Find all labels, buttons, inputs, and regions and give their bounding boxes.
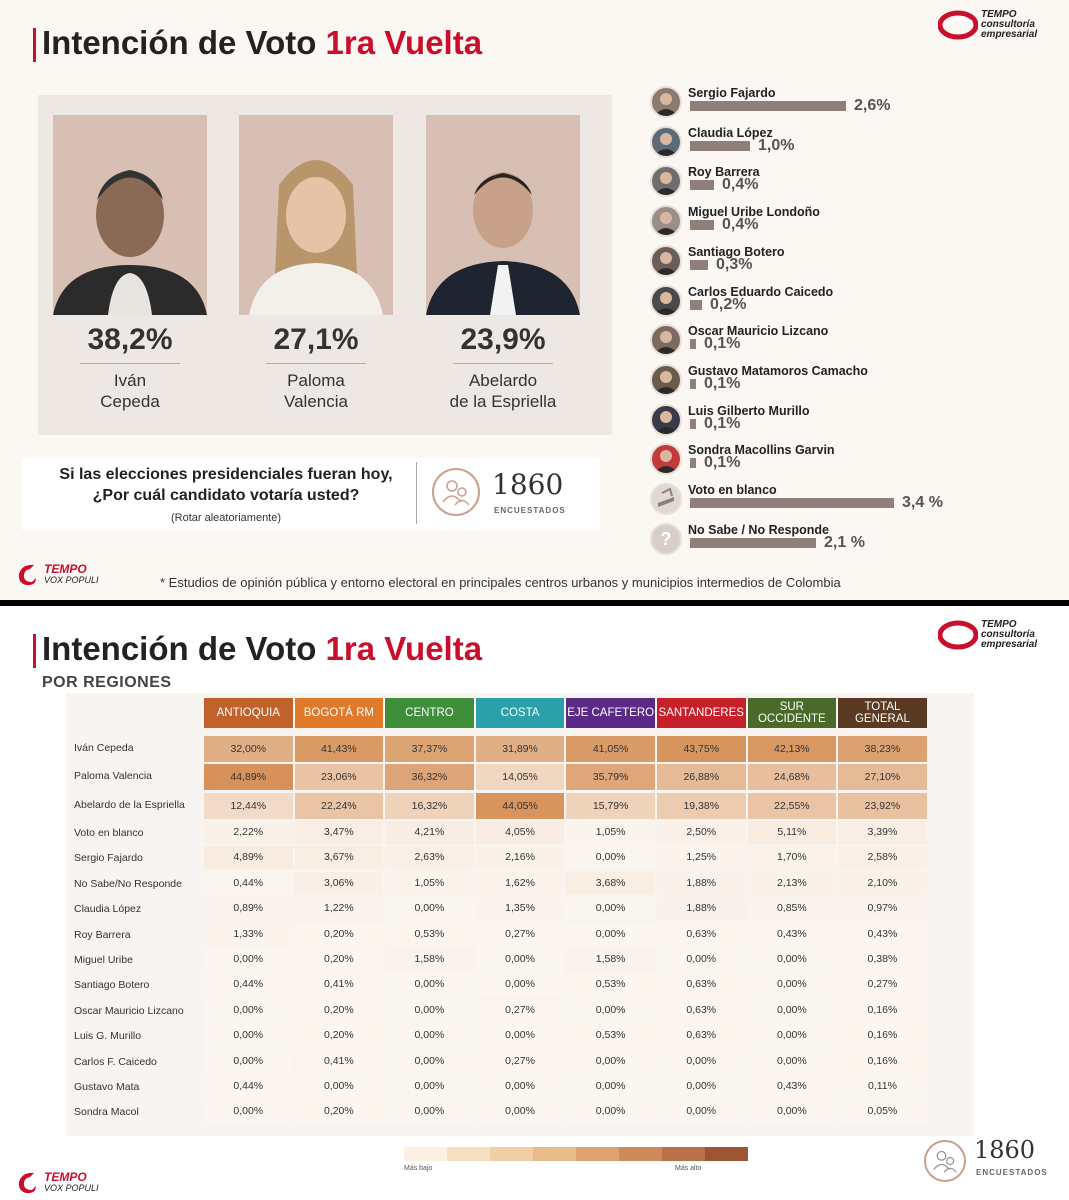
heatmap-cell: 0,63% <box>657 1024 746 1047</box>
heatmap-cell: 0,00% <box>385 1100 474 1123</box>
heatmap-cell: 1,58% <box>566 948 655 971</box>
minor-candidate-bar <box>690 260 708 270</box>
title-main: Intención de Voto <box>42 630 326 667</box>
minor-candidate-name: Claudia López <box>688 125 773 140</box>
heatmap-cell: 0,38% <box>838 948 927 971</box>
question-line2: ¿Por cuál candidato votaría usted? <box>92 487 360 504</box>
heatmap-cell: 5,11% <box>748 821 837 844</box>
heatmap-cell: 24,68% <box>748 764 837 790</box>
ballot-icon <box>650 483 682 515</box>
heatmap-cell: 0,53% <box>566 1024 655 1047</box>
candidate-avatar <box>650 86 682 118</box>
minor-candidate-value: 0,4% <box>722 216 759 234</box>
candidate-name-line2: de la Espriella <box>449 392 557 411</box>
heatmap-cell: 43,75% <box>657 736 746 762</box>
heatmap-cell: 2,58% <box>838 846 927 869</box>
row-label: Luis G. Murillo <box>74 1030 142 1043</box>
heatmap-cell: 31,89% <box>476 736 565 762</box>
row-label: Sergio Fajardo <box>74 852 143 865</box>
heatmap-cell: 14,05% <box>476 764 565 790</box>
minor-candidate-name: Voto en blanco <box>688 483 777 497</box>
minor-candidate-row <box>650 404 1050 442</box>
minor-candidate-value: 0,4% <box>722 176 759 194</box>
divider <box>266 363 366 364</box>
candidate-pct: 38,2% <box>87 323 173 356</box>
sample-number: 1860 <box>974 1136 1036 1164</box>
heatmap-cell: 0,20% <box>295 923 384 946</box>
candidate-avatar <box>650 443 682 475</box>
heatmap-cell: 44,89% <box>204 764 293 790</box>
heatmap-cell: 1,05% <box>566 821 655 844</box>
minor-candidate-row <box>650 483 1050 521</box>
row-label: Paloma Valencia <box>74 770 153 783</box>
legend-swatch <box>705 1147 748 1161</box>
vox-populi-logo <box>16 560 116 588</box>
heatmap-cell: 2,22% <box>204 821 293 844</box>
heatmap-cell: 1,22% <box>295 897 384 920</box>
heatmap-cell: 35,79% <box>566 764 655 790</box>
row-label: Santiago Botero <box>74 979 150 992</box>
vox-logo-line2: VOX POPULI <box>44 1183 99 1193</box>
divider <box>453 363 553 364</box>
legend-swatch <box>619 1147 662 1161</box>
minor-candidate-bar <box>690 300 702 310</box>
heatmap-cell: 0,27% <box>476 999 565 1022</box>
minor-candidate-bar <box>690 180 714 190</box>
page-subtitle: POR REGIONES <box>42 674 172 691</box>
heatmap-cell: 19,38% <box>657 793 746 819</box>
heatmap-cell: 0,20% <box>295 948 384 971</box>
minor-candidate-bar <box>690 498 894 508</box>
heatmap-cell: 0,44% <box>204 872 293 895</box>
minor-candidate-name: Luis Gilberto Murillo <box>688 403 810 418</box>
heatmap-cell: 0,00% <box>204 948 293 971</box>
heatmap-cell: 0,00% <box>748 1024 837 1047</box>
heatmap-cell: 2,10% <box>838 872 927 895</box>
minor-candidate-value: 0,1% <box>704 414 741 432</box>
title-main: Intención de Voto <box>42 24 326 61</box>
minor-candidate-row <box>650 523 1050 561</box>
heatmap-cell: 1,33% <box>204 923 293 946</box>
heatmap-cell: 2,13% <box>748 872 837 895</box>
tempo-swirl-icon <box>938 620 978 650</box>
heatmap-cell: 0,00% <box>476 948 565 971</box>
vox-swirl-icon <box>16 1168 42 1194</box>
column-header: EJE CAFETERO <box>566 698 655 728</box>
minor-candidate-value: 0,1% <box>704 374 741 392</box>
heatmap-cell: 0,00% <box>566 999 655 1022</box>
heatmap-cell: 4,05% <box>476 821 565 844</box>
logo-line3: empresarial <box>981 639 1038 650</box>
vox-logo-line1: TEMPO <box>44 562 87 576</box>
row-label: Miguel Uribe <box>74 953 133 966</box>
minor-candidate-row <box>650 86 1050 124</box>
heatmap-cell: 0,53% <box>385 923 474 946</box>
minor-candidate-name: Sondra Macollins Garvin <box>688 443 835 458</box>
tempo-logo <box>938 8 1058 42</box>
legend-swatch <box>404 1147 447 1161</box>
heatmap-cell: 1,58% <box>385 948 474 971</box>
heatmap-cell: 0,00% <box>566 897 655 920</box>
heatmap-cell: 3,06% <box>295 872 384 895</box>
heatmap-cell: 0,05% <box>838 1100 927 1123</box>
sample-size <box>924 1136 1069 1196</box>
heatmap-cell: 2,16% <box>476 846 565 869</box>
heatmap-cell: 0,00% <box>476 1024 565 1047</box>
heatmap-cell: 3,47% <box>295 821 384 844</box>
heatmap-cell: 38,23% <box>838 736 927 762</box>
people-icon <box>432 468 480 516</box>
heatmap-cell: 0,00% <box>204 999 293 1022</box>
title-accent-bar <box>33 634 36 668</box>
heatmap-cell: 12,44% <box>204 793 293 819</box>
candidate-avatar <box>650 165 682 197</box>
candidate-pct: 27,1% <box>273 323 359 356</box>
heatmap-cell: 3,67% <box>295 846 384 869</box>
minor-candidate-bar <box>690 379 696 389</box>
minor-candidate-bar <box>690 419 696 429</box>
column-header: BOGOTÁ RM <box>295 698 384 728</box>
heatmap-cell: 0,16% <box>838 1050 927 1073</box>
heatmap-cell: 0,00% <box>385 973 474 996</box>
tempo-swirl-icon <box>938 10 978 40</box>
heatmap-cell: 1,35% <box>476 897 565 920</box>
column-header: CENTRO <box>385 698 474 728</box>
divider <box>416 462 417 524</box>
heatmap-cell: 23,92% <box>838 793 927 819</box>
minor-candidate-name: No Sabe / No Responde <box>688 522 829 537</box>
survey-question <box>34 464 418 506</box>
candidate-card-3 <box>426 115 580 412</box>
heatmap-cell: 1,05% <box>385 872 474 895</box>
minor-candidate-name: Sergio Fajardo <box>688 86 776 100</box>
minor-candidate-row <box>650 364 1050 402</box>
heatmap-cell: 1,62% <box>476 872 565 895</box>
footnote: * Estudios de opinión pública y entorno electoral en principales centros urbanos y municipios intermedios de Colombia <box>160 575 841 590</box>
logo-line2: consultoría <box>981 629 1035 640</box>
candidate-card-2 <box>239 115 393 412</box>
heatmap-cell: 0,00% <box>295 1075 384 1098</box>
candidate-pct: 23,9% <box>460 323 546 356</box>
heatmap-cell: 0,43% <box>748 1075 837 1098</box>
heatmap-cell: 0,89% <box>204 897 293 920</box>
candidate-avatar <box>650 205 682 237</box>
row-label: Abelardo de la Espriella <box>74 798 185 811</box>
candidate-name-line2: Cepeda <box>100 392 160 411</box>
legend-low-label: Más bajo <box>404 1165 433 1172</box>
heatmap-cell: 15,79% <box>566 793 655 819</box>
heatmap-cell: 0,00% <box>748 999 837 1022</box>
heatmap-cell: 2,50% <box>657 821 746 844</box>
row-label: Gustavo Mata <box>74 1080 140 1093</box>
minor-candidate-bar <box>690 141 750 151</box>
column-header: ANTIOQUIA <box>204 698 293 728</box>
column-header: COSTA <box>476 698 565 728</box>
heatmap-cell: 0,63% <box>657 973 746 996</box>
minor-candidate-name: Roy Barrera <box>688 165 760 180</box>
heatmap-cell: 1,25% <box>657 846 746 869</box>
heatmap-cell: 4,89% <box>204 846 293 869</box>
column-header: SANTANDERES <box>657 698 746 728</box>
candidate-avatar <box>650 404 682 436</box>
minor-candidate-value: 2,6% <box>854 97 891 114</box>
heatmap-cell: 0,63% <box>657 999 746 1022</box>
row-label: Voto en blanco <box>74 826 144 839</box>
heatmap-cell: 0,00% <box>204 1024 293 1047</box>
heatmap-cell: 0,00% <box>476 973 565 996</box>
sample-size <box>432 464 602 524</box>
heatmap-cell: 0,00% <box>748 973 837 996</box>
heatmap-cell: 0,00% <box>657 1100 746 1123</box>
people-icon <box>924 1140 966 1182</box>
heatmap-cell: 0,44% <box>204 973 293 996</box>
heatmap-cell: 0,43% <box>838 923 927 946</box>
heatmap-cell: 0,00% <box>566 1100 655 1123</box>
minor-candidate-bar <box>690 220 714 230</box>
heatmap-cell: 0,00% <box>385 897 474 920</box>
sample-number: 1860 <box>492 468 564 501</box>
candidate-photo-espriella <box>426 115 580 315</box>
minor-candidate-name: Carlos Eduardo Caicedo <box>688 284 834 299</box>
heatmap-cell: 3,68% <box>566 872 655 895</box>
column-header: SUR OCCIDENTE <box>748 698 837 728</box>
heatmap-cell: 0,41% <box>295 1050 384 1073</box>
row-label: Claudia López <box>74 903 142 916</box>
legend-swatch <box>662 1147 705 1161</box>
title-accent: 1ra Vuelta <box>325 630 483 667</box>
heatmap-cell: 36,32% <box>385 764 474 790</box>
heatmap-cell: 23,06% <box>295 764 384 790</box>
heatmap-cell: 0,00% <box>657 1050 746 1073</box>
heatmap-cell: 0,00% <box>385 1050 474 1073</box>
heatmap-cell: 41,43% <box>295 736 384 762</box>
heatmap-cell: 4,21% <box>385 821 474 844</box>
heatmap-cell: 0,20% <box>295 1024 384 1047</box>
minor-candidate-bar <box>690 538 816 548</box>
minor-candidate-bar <box>690 339 696 349</box>
candidate-name-line1: Iván <box>113 371 147 390</box>
question-icon <box>650 523 682 555</box>
heatmap-cell: 26,88% <box>657 764 746 790</box>
minor-candidate-row <box>650 324 1050 362</box>
minor-candidate-row <box>650 245 1050 283</box>
vox-logo-line2: VOX POPULI <box>44 575 99 585</box>
heatmap-cell: 0,20% <box>295 1100 384 1123</box>
legend-swatch <box>576 1147 619 1161</box>
minor-candidate-name: Gustavo Matamoros Camacho <box>688 363 868 378</box>
row-label: Roy Barrera <box>74 928 131 941</box>
heatmap-cell: 0,16% <box>838 999 927 1022</box>
heatmap-cell: 32,00% <box>204 736 293 762</box>
heatmap-cell: 0,53% <box>566 973 655 996</box>
top-candidates-panel <box>38 95 612 435</box>
heatmap-cell: 0,00% <box>657 948 746 971</box>
heatmap-cell: 0,97% <box>838 897 927 920</box>
heatmap-cell: 0,00% <box>385 1075 474 1098</box>
heatmap-cell: 0,27% <box>838 973 927 996</box>
candidate-name-line1: Paloma <box>287 371 345 390</box>
legend-swatch <box>447 1147 490 1161</box>
candidate-avatar <box>650 285 682 317</box>
logo-line1: TEMPO <box>981 619 1017 630</box>
row-label: Sondra Macol <box>74 1106 139 1119</box>
vox-logo-line1: TEMPO <box>44 1170 87 1184</box>
heatmap-cell: 0,20% <box>295 999 384 1022</box>
candidate-avatar <box>650 364 682 396</box>
minor-candidate-value: 1,0% <box>758 136 795 154</box>
candidate-avatar <box>650 245 682 277</box>
row-label: No Sabe/No Responde <box>74 877 182 890</box>
candidate-avatar <box>650 324 682 356</box>
heatmap-cell: 0,16% <box>838 1024 927 1047</box>
sample-label: ENCUESTADOS <box>976 1168 1048 1177</box>
heatmap-cell: 0,00% <box>566 1050 655 1073</box>
row-label: Oscar Mauricio Lizcano <box>74 1004 184 1017</box>
minor-candidate-value: 0,3% <box>716 255 753 273</box>
logo-line2: consultoría <box>981 19 1035 30</box>
candidate-card-1 <box>53 115 207 412</box>
candidate-photo-valencia <box>239 115 393 315</box>
heatmap-cell: 0,44% <box>204 1075 293 1098</box>
heatmap-cell: 44,05% <box>476 793 565 819</box>
candidate-name-line2: Valencia <box>284 392 348 411</box>
heatmap-cell: 0,00% <box>385 999 474 1022</box>
heatmap-cell: 0,43% <box>748 923 837 946</box>
heatmap-cell: 0,00% <box>476 1100 565 1123</box>
minor-candidate-name: Miguel Uribe Londoño <box>688 205 820 220</box>
heatmap-cell: 22,55% <box>748 793 837 819</box>
heatmap-cell: 1,70% <box>748 846 837 869</box>
sample-label: ENCUESTADOS <box>494 506 566 515</box>
minor-candidate-row <box>650 285 1050 323</box>
row-label: Iván Cepeda <box>74 742 134 754</box>
minor-candidate-row <box>650 165 1050 203</box>
candidate-photo-cepeda <box>53 115 207 315</box>
minor-candidate-row <box>650 126 1050 164</box>
page-title <box>42 630 482 668</box>
column-header: TOTAL GENERAL <box>838 698 927 728</box>
title-accent-bar <box>33 28 36 62</box>
heatmap-cell: 22,24% <box>295 793 384 819</box>
title-accent: 1ra Vuelta <box>325 24 483 61</box>
heatmap-cell: 0,27% <box>476 1050 565 1073</box>
minor-candidate-name: Oscar Mauricio Lizcano <box>688 324 829 339</box>
heatmap-cell: 0,00% <box>566 846 655 869</box>
legend-swatch <box>490 1147 533 1161</box>
logo-line1: TEMPO <box>981 9 1017 20</box>
candidate-name-line1: Abelardo <box>468 371 538 390</box>
heatmap-cell: 41,05% <box>566 736 655 762</box>
heatmap-cell: 0,11% <box>838 1075 927 1098</box>
minor-candidate-value: 2,1 % <box>824 533 865 551</box>
vox-populi-logo <box>16 1168 116 1196</box>
heatmap-cell: 27,10% <box>838 764 927 790</box>
legend-high-label: Más alto <box>675 1165 702 1172</box>
heatmap-cell: 0,00% <box>748 948 837 971</box>
minor-candidate-value: 0,2% <box>710 295 747 313</box>
minor-candidate-value: 3,4 % <box>902 494 943 511</box>
question-line1: Si las elecciones presidenciales fueran hoy, <box>59 466 393 483</box>
heatmap-cell: 0,00% <box>748 1050 837 1073</box>
heatmap-cell: 3,39% <box>838 821 927 844</box>
minor-candidate-bar <box>690 458 696 468</box>
logo-line3: empresarial <box>981 29 1038 40</box>
heatmap-cell: 16,32% <box>385 793 474 819</box>
heatmap-cell: 0,00% <box>566 923 655 946</box>
svg-text:?: ? <box>660 528 672 549</box>
minor-candidate-row <box>650 205 1050 243</box>
question-note: (Rotar aleatoriamente) <box>170 512 282 524</box>
minor-candidate-value: 0,1% <box>704 454 741 472</box>
slide-regional-heatmap <box>0 606 1069 1200</box>
minor-candidate-row <box>650 443 1050 481</box>
heatmap-cell: 0,00% <box>476 1075 565 1098</box>
tempo-logo <box>938 618 1058 652</box>
heatmap-cell: 0,00% <box>657 1075 746 1098</box>
heatmap-cell: 1,88% <box>657 872 746 895</box>
question-box <box>22 458 600 530</box>
heatmap-cell: 37,37% <box>385 736 474 762</box>
minor-candidate-bar <box>690 101 846 111</box>
heatmap-cell: 0,00% <box>204 1050 293 1073</box>
vox-swirl-icon <box>16 560 42 586</box>
heatmap-cell: 0,63% <box>657 923 746 946</box>
minor-candidate-value: 0,1% <box>704 335 741 353</box>
divider <box>80 363 180 364</box>
heatmap-cell: 0,85% <box>748 897 837 920</box>
heatmap-cell: 0,00% <box>748 1100 837 1123</box>
legend-swatch <box>533 1147 576 1161</box>
minor-candidate-name: Santiago Botero <box>688 244 785 259</box>
candidate-avatar <box>650 126 682 158</box>
heatmap-cell: 42,13% <box>748 736 837 762</box>
heatmap-cell: 0,41% <box>295 973 384 996</box>
heatmap-cell: 0,00% <box>204 1100 293 1123</box>
heatmap-cell: 0,00% <box>566 1075 655 1098</box>
heatmap-cell: 0,00% <box>385 1024 474 1047</box>
heatmap-cell: 1,88% <box>657 897 746 920</box>
heatmap-cell: 2,63% <box>385 846 474 869</box>
heatmap-cell: 0,27% <box>476 923 565 946</box>
row-label: Carlos F. Caicedo <box>74 1055 157 1068</box>
page-title <box>42 24 482 62</box>
